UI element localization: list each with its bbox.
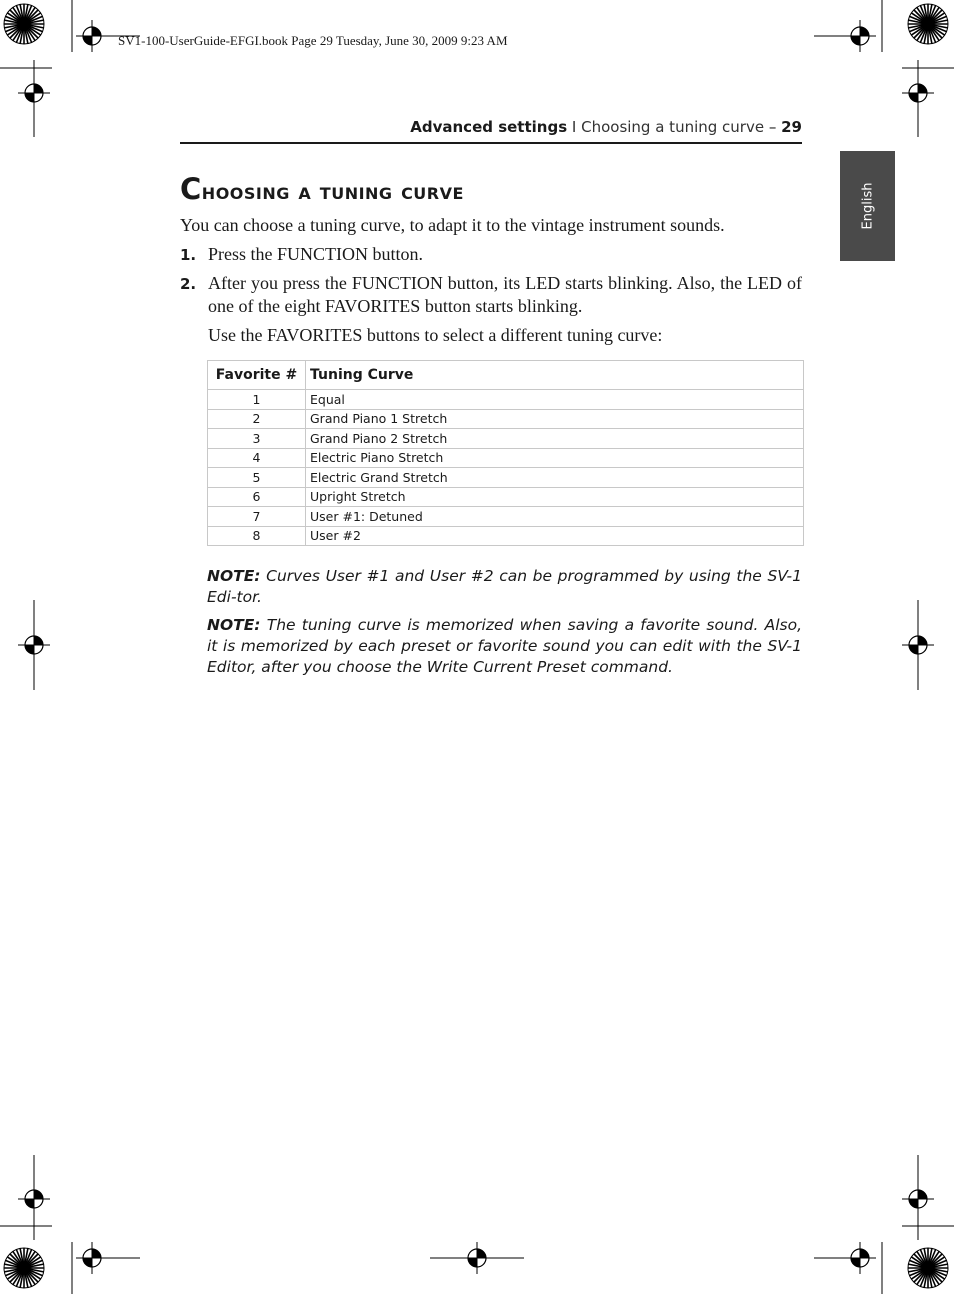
step-number: 1.: [180, 246, 197, 264]
tuning-curve-name: Grand Piano 1 Stretch: [306, 409, 804, 429]
print-slug: SV1-100-UserGuide-EFGI.book Page 29 Tuesday, June 30, 2009 9:23 AM: [118, 33, 508, 48]
favorite-number: 5: [208, 468, 306, 488]
table-row: [208, 409, 804, 429]
running-header: [180, 118, 802, 144]
table-row: [208, 429, 804, 449]
title-rest: hoosing a tuning curve: [201, 179, 464, 205]
favorite-number: 1: [208, 390, 306, 410]
note-label: NOTE:: [207, 567, 261, 585]
note-text: The tuning curve is memorized when saving a favorite sound. Also, it is memorized by each preset or favorite sound you can edit with the SV-1 Editor, after you choose the Write Current Preset command.: [207, 616, 802, 676]
note: [207, 615, 802, 678]
step-text: After you press the FUNCTION button, its LED starts blinking. Also, the LED of one of the eight FAVORITES button starts blinking.: [208, 273, 802, 316]
tuning-curve-name: Electric Grand Stretch: [306, 468, 804, 488]
step-followup: Use the FAVORITES buttons to select a different tuning curve:: [208, 325, 663, 345]
favorite-number: 4: [208, 448, 306, 468]
header-separator: I: [567, 118, 582, 136]
favorite-number: 3: [208, 429, 306, 449]
title-first-letter: C: [180, 172, 202, 206]
step-number: 2.: [180, 275, 197, 293]
favorite-number: 2: [208, 409, 306, 429]
language-tab: [840, 151, 895, 261]
note-label: NOTE:: [207, 616, 261, 634]
tuning-curve-name: Equal: [306, 390, 804, 410]
column-header: Favorite #: [208, 361, 306, 390]
tuning-curve-name: User #1: Detuned: [306, 507, 804, 527]
header-topic: Choosing a tuning curve: [581, 118, 765, 136]
table-row: [208, 468, 804, 488]
favorite-number: 7: [208, 507, 306, 527]
column-header: Tuning Curve: [306, 361, 804, 390]
tuning-curve-name: User #2: [306, 526, 804, 546]
tuning-curve-name: Electric Piano Stretch: [306, 448, 804, 468]
page-number: 29: [781, 118, 802, 136]
note: [207, 566, 802, 608]
header-section: Advanced settings: [410, 118, 568, 136]
note-text: Curves User #1 and User #2 can be programmed by using the SV-1 Edi-tor.: [207, 567, 802, 606]
step-text: Press the FUNCTION button.: [208, 244, 423, 264]
tuning-curve-table: [207, 360, 804, 546]
table-row: [208, 390, 804, 410]
language-tab-label: English: [860, 182, 875, 230]
intro-paragraph: You can choose a tuning curve, to adapt it to the vintage instrument sounds.: [180, 215, 725, 235]
table-row: [208, 526, 804, 546]
tuning-curve-name: Grand Piano 2 Stretch: [306, 429, 804, 449]
favorite-number: 6: [208, 487, 306, 507]
favorite-number: 8: [208, 526, 306, 546]
header-dash: –: [764, 118, 782, 136]
table-header-row: [208, 361, 804, 390]
table-row: [208, 487, 804, 507]
table-row: [208, 507, 804, 527]
page-title: [180, 172, 464, 206]
tuning-curve-name: Upright Stretch: [306, 487, 804, 507]
table-row: [208, 448, 804, 468]
